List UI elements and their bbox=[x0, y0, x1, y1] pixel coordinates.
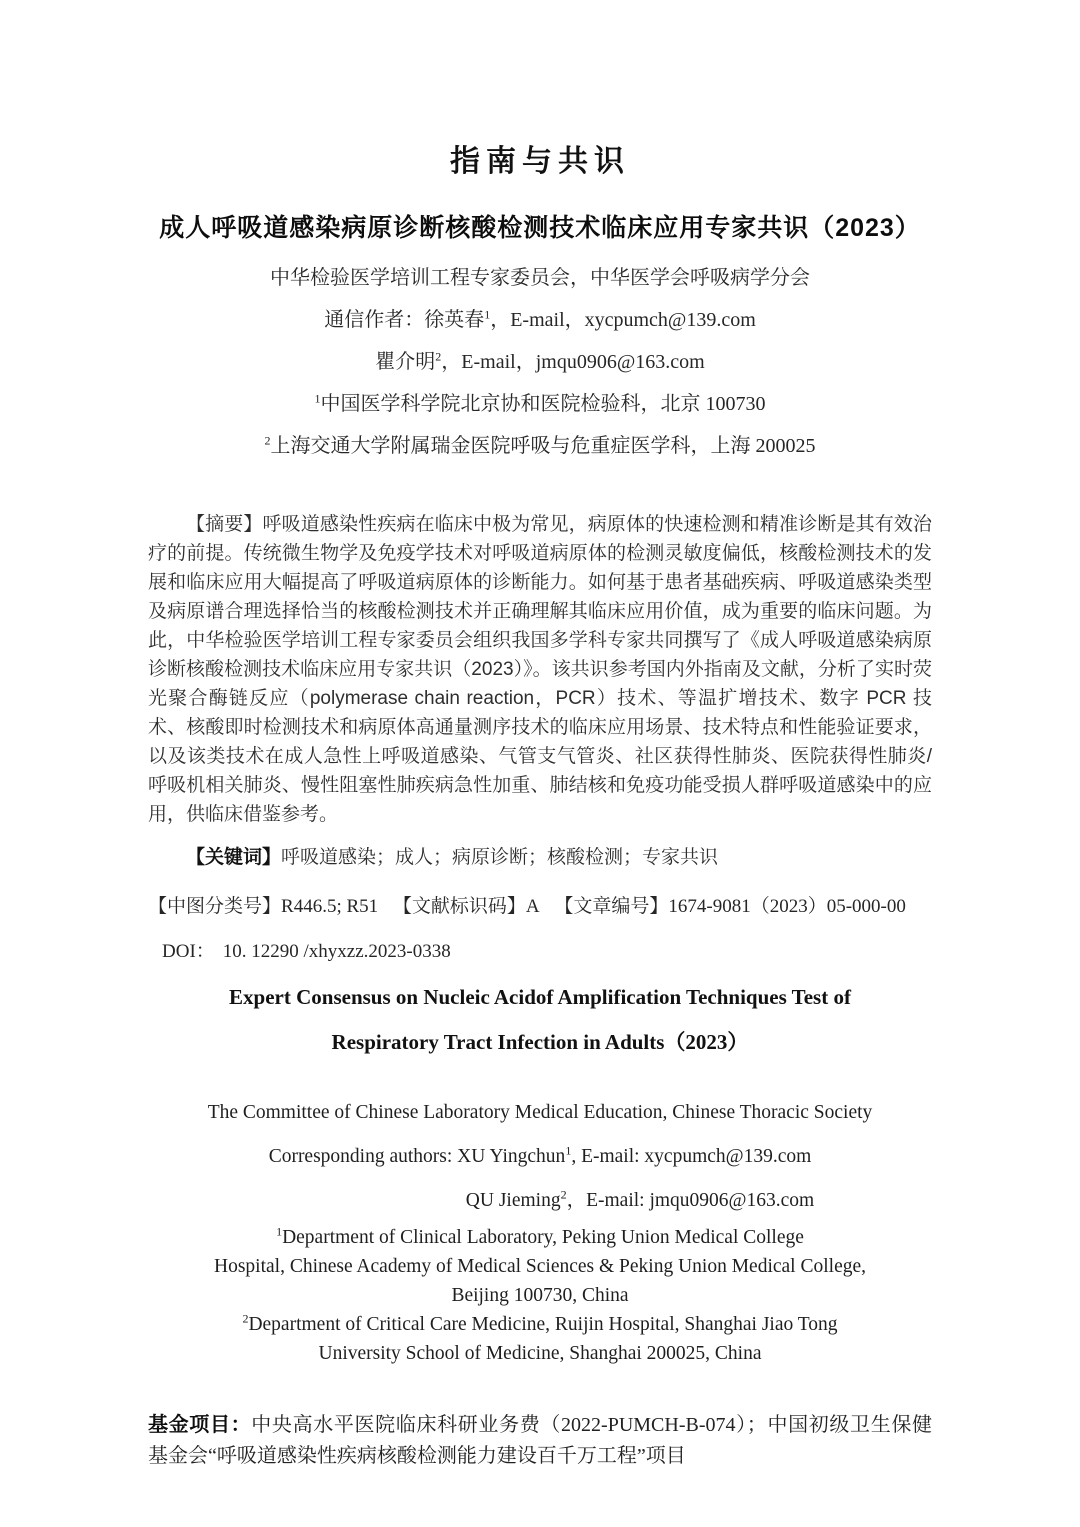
affiliation-1-zh-text: 中国医学科学院北京协和医院检验科，北京 100730 bbox=[320, 393, 766, 415]
affiliation-en-line bbox=[148, 1223, 932, 1252]
keywords-text: 呼吸道感染；成人；病原诊断；核酸检测；专家共识 bbox=[281, 847, 719, 868]
abstract-text: 呼吸道感染性疾病在临床中极为常见，病原体的快速检测和精准诊断是其有效治疗的前提。传统微生物学及免疫学技术对呼吸道病原体的检测灵敏度偏低，核酸检测技术的发展和临床应用大幅提高了呼吸道病原体的诊断能力。如何基于患者基础疾病、呼吸道感染类型及病原谱合理选择恰当的核酸检测技术并正确理解其临床应用价值，成为重要的临床问题。为此，中华检验医学培训工程专家委员会组织我国多学科专家共同撰写了《成人呼吸道感染病原诊断核酸检测技术临床应用专家共识（2023）》。该共识参考国内外指南及文献，分析了实时荧光聚合酶链反应（polymerase chain reaction，PCR）技术、等温扩增技术、数字 PCR 技术、核酸即时检测技术和病原体高通量测序技术的临床应用场景、技术特点和性能验证要求，以及该类技术在成人急性上呼吸道感染、气管支气管炎、社区获得性肺炎、医院获得性肺炎/呼吸机相关肺炎、慢性阻塞性肺疾病急性加重、肺结核和免疫功能受损人群呼吸道感染中的应用，供临床借鉴参考。 bbox=[148, 514, 932, 825]
affil-en-sup-4: 2 bbox=[242, 1311, 249, 1326]
section-heading: 指南与共识 bbox=[450, 145, 630, 178]
corresponding-author-2-zh-text: 瞿介明 bbox=[375, 351, 436, 373]
corresponding-author-1-zh-email: ，E-mail，xycpumch@139.com bbox=[490, 309, 756, 331]
corresponding-author-1-en-email: , E-mail: xycpumch@139.com bbox=[571, 1146, 812, 1167]
committee-line-en: The Committee of Chinese Laboratory Medical Education, Chinese Thoracic Society bbox=[207, 1102, 873, 1123]
corresponding-author-1-zh-text: 通信作者：徐英春 bbox=[324, 309, 485, 331]
document-code-value: A bbox=[525, 896, 540, 917]
abstract-paragraph bbox=[148, 510, 932, 829]
affiliations-en bbox=[148, 1223, 932, 1368]
funding-text: 中央高水平医院临床科研业务费（2022-PUMCH-B-074）；中国初级卫生保健基金会“呼吸道感染性疾病核酸检测能力建设百千万工程”项目 bbox=[148, 1414, 933, 1467]
article-number bbox=[554, 896, 906, 917]
author-2-superscript: 2 bbox=[435, 349, 442, 364]
affiliation-2-zh bbox=[148, 432, 932, 460]
affiliation-2-zh-text: 上海交通大学附属瑞金医院呼吸与危重症医学科，上海 200025 bbox=[270, 435, 816, 457]
committee-line-zh: 中华检验医学培训工程专家委员会，中华医学会呼吸病学分会 bbox=[270, 267, 810, 289]
funding-label: 基金项目： bbox=[148, 1414, 252, 1436]
article-title-en bbox=[148, 975, 932, 1065]
corresponding-author-2-zh bbox=[148, 348, 932, 376]
corresponding-author-2-en bbox=[148, 1187, 932, 1215]
article-number-label: 【文章编号】 bbox=[554, 896, 669, 917]
article-number-value: 1674-9081（2023）05-000-00 bbox=[668, 896, 906, 917]
affiliation-en-line bbox=[148, 1310, 932, 1339]
author-2-en-superscript: 2 bbox=[560, 1187, 567, 1202]
article-title-zh: 成人呼吸道感染病原诊断核酸检测技术临床应用专家共识（2023） bbox=[159, 214, 921, 242]
doi-line bbox=[162, 936, 932, 963]
affiliation-1-superscript: 1 bbox=[314, 391, 321, 406]
affil-en-sup-1: 1 bbox=[276, 1224, 283, 1239]
corresponding-author-1-en bbox=[148, 1143, 932, 1171]
affil-en-text-5: University School of Medicine, Shanghai 200025, China bbox=[318, 1343, 762, 1364]
author-1-superscript: 1 bbox=[484, 307, 491, 322]
corresponding-author-1-en-text: Corresponding authors: XU Yingchun bbox=[268, 1146, 566, 1167]
article-title-en-line-1: Expert Consensus on Nucleic Acidof Amplification Techniques Test of bbox=[229, 985, 851, 1009]
affiliation-en-line bbox=[148, 1281, 932, 1310]
affiliation-en-line bbox=[148, 1252, 932, 1281]
clc-number bbox=[148, 896, 378, 917]
document-code-label: 【文献标识码】 bbox=[392, 896, 526, 917]
doi-value: 10. 12290 /xhyxzz.2023-0338 bbox=[222, 941, 451, 962]
author-1-en-superscript: 1 bbox=[565, 1143, 572, 1158]
affiliation-1-zh bbox=[148, 390, 932, 418]
corresponding-author-2-en-text: QU Jieming bbox=[465, 1190, 561, 1211]
affil-en-text-4: Department of Critical Care Medicine, Ruijin Hospital, Shanghai Jiao Tong bbox=[248, 1314, 838, 1335]
keywords-line bbox=[148, 844, 932, 872]
keywords-label: 【关键词】 bbox=[186, 847, 282, 868]
corresponding-author-2-zh-email: ，E-mail，jmqu0906@163.com bbox=[441, 351, 705, 373]
affil-en-text-3: Beijing 100730, China bbox=[451, 1285, 629, 1306]
funding-paragraph bbox=[148, 1410, 932, 1472]
classification-line bbox=[148, 893, 932, 921]
clc-label: 【中图分类号】 bbox=[148, 896, 282, 917]
affil-en-text-2: Hospital, Chinese Academy of Medical Sciences & Peking Union Medical College, bbox=[213, 1256, 867, 1277]
doi-label: DOI： bbox=[162, 941, 215, 962]
affil-en-text-1: Department of Clinical Laboratory, Peking Union Medical College bbox=[282, 1227, 804, 1248]
clc-value: R446.5; R51 bbox=[281, 896, 379, 917]
corresponding-author-2-en-email: ，E-mail: jmqu0906@163.com bbox=[566, 1190, 815, 1211]
article-title-en-line-2: Respiratory Tract Infection in Adults（2023） bbox=[331, 1030, 749, 1054]
document-code bbox=[393, 896, 540, 917]
corresponding-author-1-zh bbox=[148, 306, 932, 334]
affiliation-en-line bbox=[148, 1339, 932, 1368]
affiliation-2-superscript: 2 bbox=[264, 433, 271, 448]
abstract-label: 【摘要】 bbox=[186, 514, 263, 535]
page-content bbox=[148, 0, 932, 1472]
